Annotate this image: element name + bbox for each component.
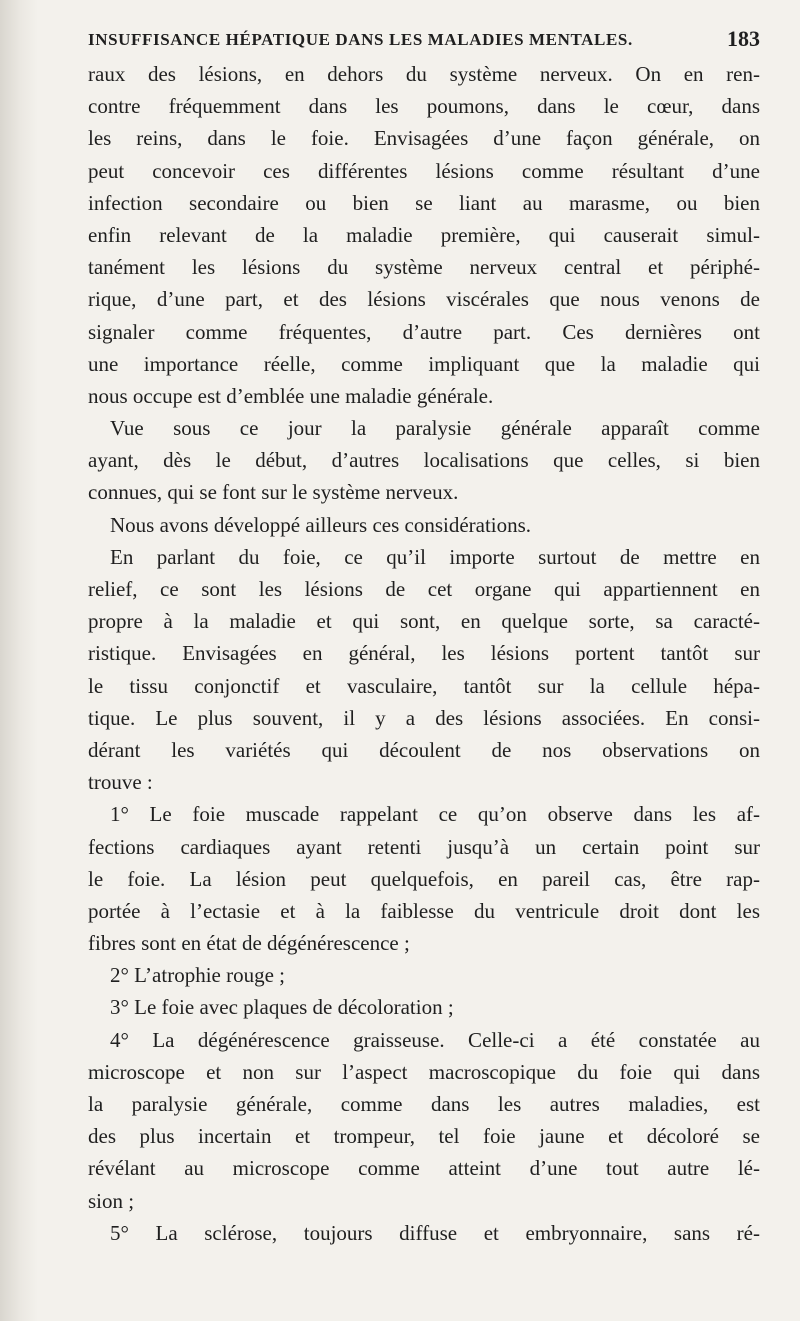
text-line: ayant, dès le début, d’autres localisations que celles, si bien — [88, 448, 760, 473]
text-line: rique, d’une part, et des lésions viscérales que nous venons de — [88, 287, 760, 312]
page-number: 183 — [727, 26, 760, 51]
running-head: INSUFFISANCE HÉPATIQUE DANS LES MALADIES MENTALES. — [88, 30, 633, 49]
text-line: tique. Le plus souvent, il y a des lésions associées. En consi- — [88, 705, 760, 730]
text-line: dérant les variétés qui découlent de nos observations on — [88, 737, 760, 762]
page-gutter-shadow — [0, 0, 38, 1321]
text-line: le foie. La lésion peut quelquefois, en pareil cas, être rap- — [88, 866, 760, 891]
text-line: 3° Le foie avec plaques de décoloration ; — [110, 995, 454, 1020]
text-line: raux des lésions, en dehors du système nerveux. On en ren- — [88, 62, 760, 86]
page-header — [88, 24, 760, 54]
text-line: révélant au microscope comme atteint d’une tout autre lé- — [88, 1156, 760, 1181]
text-line: Nous avons développé ailleurs ces considérations. — [110, 512, 532, 537]
text-line: enfin relevant de la maladie première, qui causerait simul- — [88, 222, 760, 247]
body-text — [88, 58, 760, 1249]
text-line: relief, ce sont les lésions de cet organe qui appartiennent en — [88, 577, 760, 601]
text-line: fections cardiaques ayant retenti jusqu’à un certain point sur — [88, 834, 760, 859]
text-line: Vue sous ce jour la paralysie générale apparaît comme — [110, 416, 760, 441]
text-line: 2° L’atrophie rouge ; — [110, 963, 285, 988]
text-line: nous occupe est d’emblée une maladie générale. — [88, 383, 494, 408]
text-line: connues, qui se font sur le système nerveux. — [88, 480, 459, 505]
text-line: les reins, dans le foie. Envisagées d’une façon générale, on — [88, 126, 760, 151]
text-line: des plus incertain et trompeur, tel foie jaune et décoloré se — [88, 1124, 760, 1149]
text-line: infection secondaire ou bien se liant au marasme, ou bien — [88, 190, 760, 215]
text-line: microscope et non sur l’aspect macroscopique du foie qui dans — [88, 1059, 760, 1084]
text-line: propre à la maladie et qui sont, en quelque sorte, sa caracté- — [88, 609, 760, 634]
text-line: signaler comme fréquentes, d’autre part. Ces dernières ont — [88, 319, 760, 344]
text-line: fibres sont en état de dégénérescence ; — [88, 931, 410, 956]
text-line: En parlant du foie, ce qu’il importe surtout de mettre en — [110, 544, 760, 569]
text-line: peut concevoir ces différentes lésions comme résultant d’une — [88, 158, 760, 183]
text-line: portée à l’ectasie et à la faiblesse du ventricule droit dont les — [88, 898, 760, 923]
text-line: sion ; — [88, 1188, 135, 1213]
text-line: tanément les lésions du système nerveux central et périphé- — [88, 255, 760, 280]
text-line: ristique. Envisagées en général, les lésions portent tantôt sur — [88, 641, 760, 666]
text-line: 4° La dégénérescence graisseuse. Celle-ci a été constatée au — [110, 1027, 760, 1052]
text-line: une importance réelle, comme impliquant que la maladie qui — [88, 351, 760, 376]
text-line: contre fréquemment dans les poumons, dans le cœur, dans — [88, 94, 760, 119]
text-line: 5° La sclérose, toujours diffuse et embryonnaire, sans ré- — [110, 1220, 760, 1245]
text-line: le tissu conjonctif et vasculaire, tantôt sur la cellule hépa- — [88, 673, 760, 698]
text-line: 1° Le foie muscade rappelant ce qu’on observe dans les af- — [110, 802, 760, 827]
text-line: trouve : — [88, 770, 153, 795]
text-line: la paralysie générale, comme dans les autres maladies, est — [88, 1092, 760, 1116]
